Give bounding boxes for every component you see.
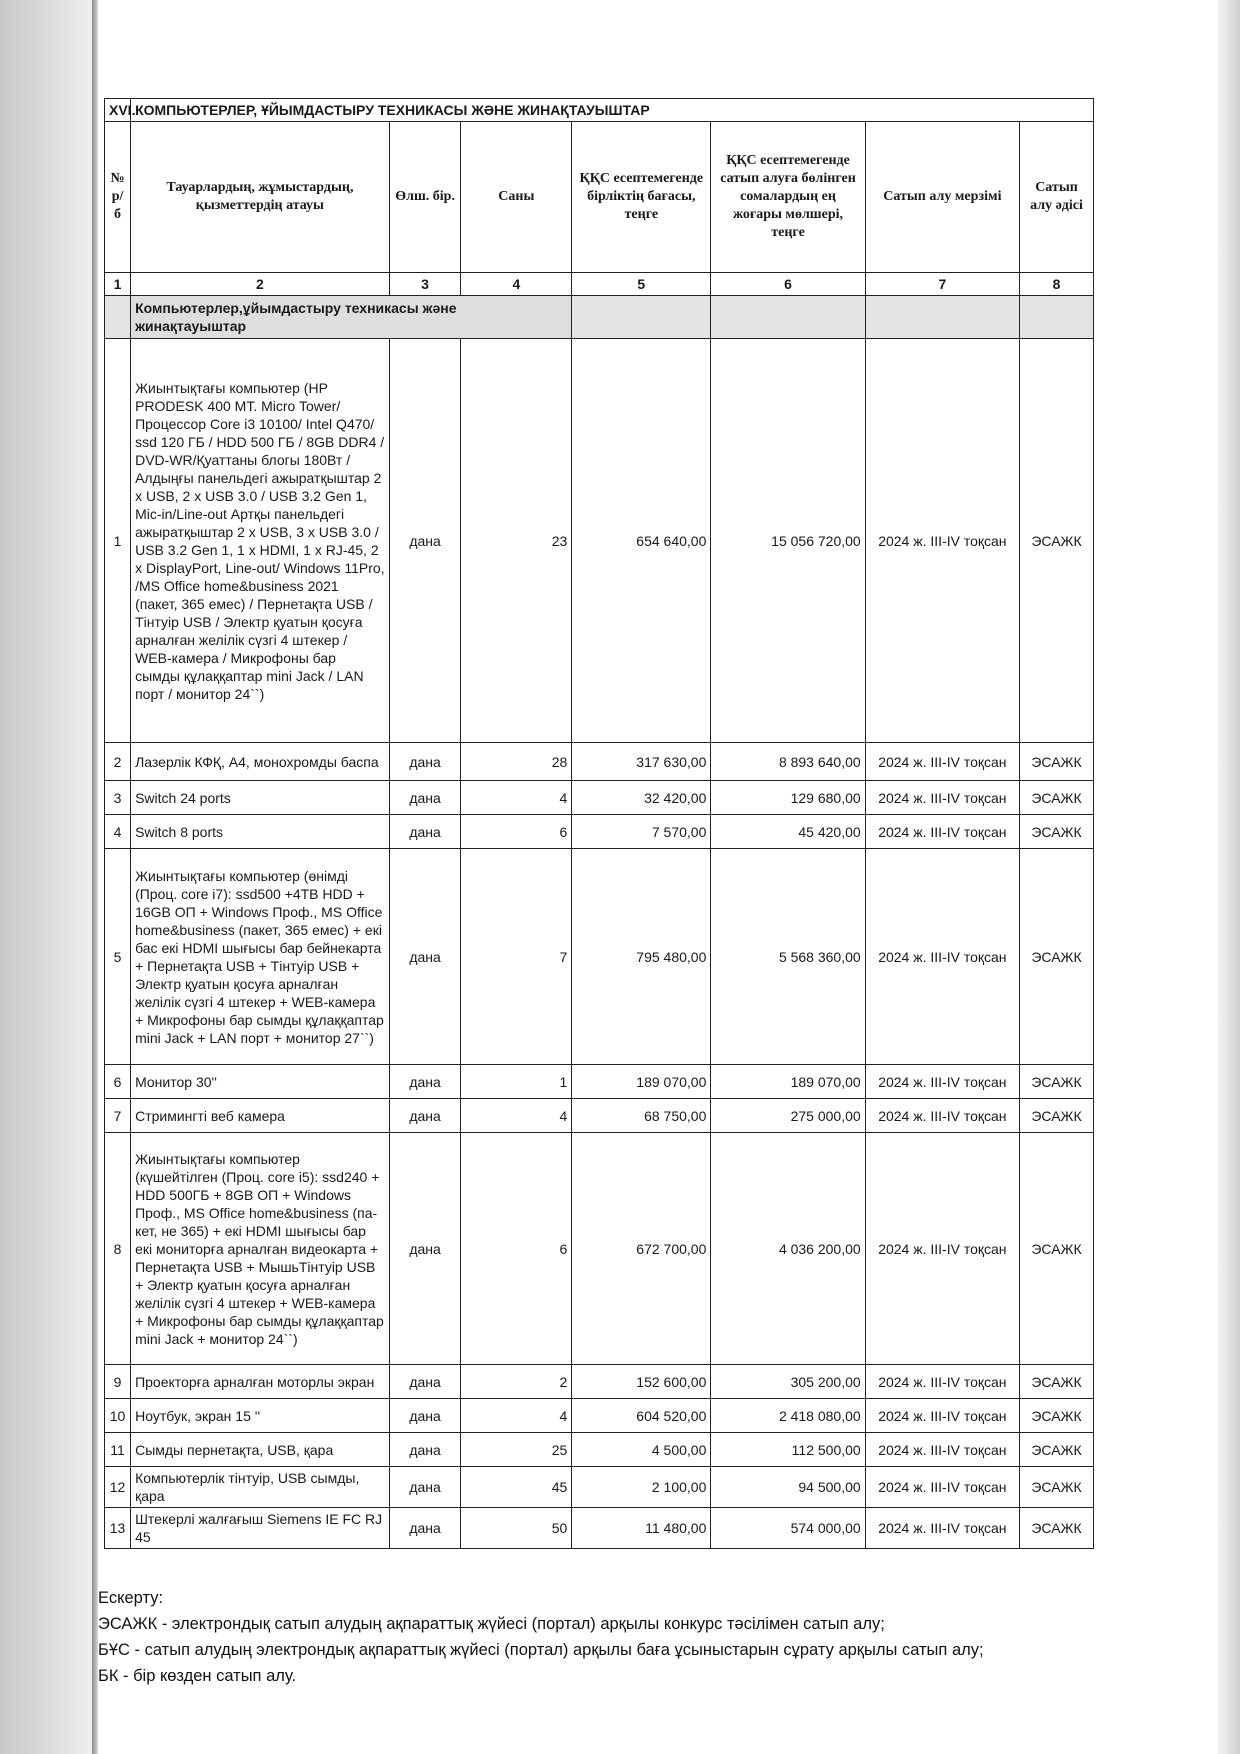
item-name: Ноутбук, экран 15 ''	[131, 1399, 390, 1433]
item-unit: дана	[389, 1365, 461, 1399]
item-procurement-method: ЭСАЖК	[1020, 849, 1094, 1065]
table-row	[105, 1467, 1094, 1508]
item-unit: дана	[389, 743, 461, 781]
item-name: Проекторға арналған моторлы экран	[131, 1365, 390, 1399]
table-row	[105, 1365, 1094, 1399]
item-number: 7	[105, 1099, 131, 1133]
item-unit: дана	[389, 849, 461, 1065]
table-row	[105, 1065, 1094, 1099]
item-unit-price: 11 480,00	[572, 1508, 711, 1549]
item-name: Компьютерлік тінтуір, USB сымды, қара	[131, 1467, 390, 1508]
item-procurement-period: 2024 ж. III-IV тоқсан	[865, 1133, 1019, 1365]
item-total-amount: 4 036 200,00	[711, 1133, 865, 1365]
item-procurement-period: 2024 ж. III-IV тоқсан	[865, 781, 1019, 815]
item-unit: дана	[389, 339, 461, 743]
item-number: 6	[105, 1065, 131, 1099]
item-unit-price: 654 640,00	[572, 339, 711, 743]
item-procurement-period: 2024 ж. III-IV тоқсан	[865, 743, 1019, 781]
table-row	[105, 1433, 1094, 1467]
item-name: Сымды пернетақта, USB, қара	[131, 1433, 390, 1467]
item-number: 10	[105, 1399, 131, 1433]
table-row	[105, 1099, 1094, 1133]
procurement-plan-page	[104, 98, 1094, 1549]
item-number: 13	[105, 1508, 131, 1549]
procurement-table	[104, 98, 1094, 1549]
header-total: ҚҚС есептемегенде сатып алуға бөлінген сомалардың ең жоғары мөлшері, теңге	[711, 122, 865, 273]
item-number: 12	[105, 1467, 131, 1508]
item-total-amount: 112 500,00	[711, 1433, 865, 1467]
note-line: ЭСАЖК - электрондық сатып алудың ақпараттық жүйесі (портал) арқылы конкурс тәсілімен сатып алу;	[98, 1615, 885, 1633]
column-number: 2	[131, 273, 390, 296]
item-total-amount: 15 056 720,00	[711, 339, 865, 743]
group-title: Компьютерлер,ұйымдастыру техникасы және жинақтауыштар	[131, 296, 572, 339]
item-unit: дана	[389, 1467, 461, 1508]
item-unit: дана	[389, 1065, 461, 1099]
notes-title: Ескерту:	[98, 1589, 164, 1607]
item-quantity: 2	[461, 1365, 572, 1399]
item-number: 4	[105, 815, 131, 849]
item-procurement-period: 2024 ж. III-IV тоқсан	[865, 815, 1019, 849]
item-total-amount: 129 680,00	[711, 781, 865, 815]
item-quantity: 45	[461, 1467, 572, 1508]
item-number: 3	[105, 781, 131, 815]
item-unit: дана	[389, 1433, 461, 1467]
item-procurement-period: 2024 ж. III-IV тоқсан	[865, 1508, 1019, 1549]
section-number: XVI.	[105, 99, 131, 122]
scan-shadow-right	[1218, 0, 1240, 1754]
table-row	[105, 781, 1094, 815]
header-name: Тауарлардың, жұмыстардың, қызметтердің атауы	[131, 122, 390, 273]
table-row	[105, 339, 1094, 743]
item-quantity: 6	[461, 815, 572, 849]
item-quantity: 25	[461, 1433, 572, 1467]
column-number-row	[105, 273, 1094, 296]
item-total-amount: 574 000,00	[711, 1508, 865, 1549]
item-total-amount: 94 500,00	[711, 1467, 865, 1508]
item-total-amount: 45 420,00	[711, 815, 865, 849]
item-unit: дана	[389, 1133, 461, 1365]
table-row	[105, 849, 1094, 1065]
group-blank-cell	[105, 296, 131, 339]
column-number: 3	[389, 273, 461, 296]
item-number: 8	[105, 1133, 131, 1365]
item-procurement-period: 2024 ж. III-IV тоқсан	[865, 1433, 1019, 1467]
item-quantity: 4	[461, 781, 572, 815]
item-quantity: 4	[461, 1399, 572, 1433]
item-name: Жиынтықтағы компьютер (өнімді (Проц. core i7): ssd500 +4TB HDD + 16GB ОП + Windows Проф., MS Office home&business (пакет, 365 емес) + екі бас екі HDMI шығысы бар бейнекарта + Пернетақта USB + Тінтуір USB + Электр қуатын қосуға арналған желілік сүзгі 4 штекер + WEB-камера + Микрофоны бар сымды құлаққаптар mini Jack + LAN порт + монитор 27``)	[131, 849, 390, 1065]
item-name: Монитор 30''	[131, 1065, 390, 1099]
item-unit: дана	[389, 1399, 461, 1433]
item-unit-price: 7 570,00	[572, 815, 711, 849]
note-line: БҰС - сатып алудың электрондық ақпараттық жүйесі (портал) арқылы баға ұсыныстарын сұрату арқылы сатып алу;	[98, 1641, 984, 1659]
item-quantity: 23	[461, 339, 572, 743]
column-number: 8	[1020, 273, 1094, 296]
table-row	[105, 1508, 1094, 1549]
column-header-row	[105, 122, 1094, 273]
scan-shadow-left	[0, 0, 92, 1754]
item-unit-price: 317 630,00	[572, 743, 711, 781]
item-procurement-period: 2024 ж. III-IV тоқсан	[865, 1065, 1019, 1099]
header-unit-price: ҚҚС есептемегенде бірліктің бағасы, теңге	[572, 122, 711, 273]
item-procurement-method: ЭСАЖК	[1020, 339, 1094, 743]
item-total-amount: 2 418 080,00	[711, 1399, 865, 1433]
header-method: Сатып алу әдісі	[1020, 122, 1094, 273]
item-total-amount: 275 000,00	[711, 1099, 865, 1133]
item-procurement-period: 2024 ж. III-IV тоқсан	[865, 849, 1019, 1065]
group-blank-cell	[711, 296, 865, 339]
table-row	[105, 815, 1094, 849]
item-quantity: 50	[461, 1508, 572, 1549]
item-procurement-period: 2024 ж. III-IV тоқсан	[865, 1365, 1019, 1399]
item-number: 9	[105, 1365, 131, 1399]
header-unit: Өлш. бір.	[389, 122, 461, 273]
column-number: 4	[461, 273, 572, 296]
item-unit: дана	[389, 815, 461, 849]
item-unit: дана	[389, 1099, 461, 1133]
item-unit-price: 152 600,00	[572, 1365, 711, 1399]
item-quantity: 1	[461, 1065, 572, 1099]
item-procurement-method: ЭСАЖК	[1020, 1433, 1094, 1467]
item-quantity: 7	[461, 849, 572, 1065]
item-unit: дана	[389, 781, 461, 815]
item-name: Жиынтықтағы компьютер (HP PRODESK 400 MT. Micro Tower/ Процессор Core i3 10100/ Intel Q470/ ssd 120 ГБ / HDD 500 ГБ / 8GB DDR4 / DVD-WR/Қуаттаны блогы 180Вт / Алдыңғы панельдегі ажыратқыштар 2 x USB, 2 x USB 3.0 / USB 3.2 Gen 1, Mic-in/Line-out Артқы панельдегі ажыратқыштар 2 x USB, 3 x USB 3.0 / USB 3.2 Gen 1, 1 x HDMI, 1 x RJ-45, 2 x DisplayPort, Line-out/ Windows 11Pro, /MS Office home&business 2021 (пакет, 365 емес) / Пернетақта USB / Тінтуір USB / Электр қуатын қосуға арналған желілік сүзгі 4 штекер / WEB-камера / Микрофоны бар сымды құлаққаптар mini Jack / LAN порт / монитор 24``)	[131, 339, 390, 743]
table-body	[105, 99, 1094, 1549]
item-quantity: 4	[461, 1099, 572, 1133]
item-procurement-method: ЭСАЖК	[1020, 1508, 1094, 1549]
header-qty: Саны	[461, 122, 572, 273]
item-unit-price: 32 420,00	[572, 781, 711, 815]
item-procurement-method: ЭСАЖК	[1020, 781, 1094, 815]
item-name: Стримингті веб камера	[131, 1099, 390, 1133]
item-total-amount: 305 200,00	[711, 1365, 865, 1399]
item-total-amount: 189 070,00	[711, 1065, 865, 1099]
item-procurement-method: ЭСАЖК	[1020, 1133, 1094, 1365]
item-number: 11	[105, 1433, 131, 1467]
item-unit-price: 189 070,00	[572, 1065, 711, 1099]
header-period: Сатып алу мерзімі	[865, 122, 1019, 273]
item-quantity: 28	[461, 743, 572, 781]
item-name: Switch 8 ports	[131, 815, 390, 849]
column-number: 5	[572, 273, 711, 296]
header-no: № р/б	[105, 122, 131, 273]
item-total-amount: 5 568 360,00	[711, 849, 865, 1065]
item-unit-price: 795 480,00	[572, 849, 711, 1065]
item-procurement-method: ЭСАЖК	[1020, 1467, 1094, 1508]
item-procurement-method: ЭСАЖК	[1020, 743, 1094, 781]
column-number: 7	[865, 273, 1019, 296]
item-procurement-method: ЭСАЖК	[1020, 1099, 1094, 1133]
item-unit: дана	[389, 1508, 461, 1549]
item-unit-price: 672 700,00	[572, 1133, 711, 1365]
item-unit-price: 4 500,00	[572, 1433, 711, 1467]
section-header-row	[105, 99, 1094, 122]
table-row	[105, 1399, 1094, 1433]
item-procurement-method: ЭСАЖК	[1020, 1399, 1094, 1433]
item-quantity: 6	[461, 1133, 572, 1365]
item-unit-price: 68 750,00	[572, 1099, 711, 1133]
table-row	[105, 1133, 1094, 1365]
item-name: Switch 24 ports	[131, 781, 390, 815]
item-total-amount: 8 893 640,00	[711, 743, 865, 781]
item-name: Штекерлі жалғағыш Siemens IE FC RJ 45	[131, 1508, 390, 1549]
column-number: 1	[105, 273, 131, 296]
item-number: 2	[105, 743, 131, 781]
item-name: Лазерлік КФҚ, А4, монохромды баспа	[131, 743, 390, 781]
item-procurement-method: ЭСАЖК	[1020, 1365, 1094, 1399]
group-blank-cell	[572, 296, 711, 339]
notes-block	[98, 1585, 1098, 1689]
item-procurement-period: 2024 ж. III-IV тоқсан	[865, 1467, 1019, 1508]
table-row	[105, 743, 1094, 781]
group-header-row	[105, 296, 1094, 339]
item-number: 1	[105, 339, 131, 743]
column-number: 6	[711, 273, 865, 296]
scan-page-edge	[92, 0, 98, 1754]
item-procurement-period: 2024 ж. III-IV тоқсан	[865, 339, 1019, 743]
item-number: 5	[105, 849, 131, 1065]
group-blank-cell	[1020, 296, 1094, 339]
item-name: Жиынтықтағы компьютер (күшейтілген (Проц. core i5): ssd240 + HDD 500ГБ + 8GB ОП + Windows Проф., MS Office home&business (па-кет, не 365) + екі HDMI шығысы бар екі мониторға арналған видеокарта + Пернетақта USB + МышьТінтуір USB + Электр қуатын қосуға арналған желілік сүзгі 4 штекер + WEB-камера + Микрофоны бар сымды құлаққаптар mini Jack + монитор 24``)	[131, 1133, 390, 1365]
item-procurement-period: 2024 ж. III-IV тоқсан	[865, 1099, 1019, 1133]
item-unit-price: 2 100,00	[572, 1467, 711, 1508]
item-procurement-method: ЭСАЖК	[1020, 1065, 1094, 1099]
group-blank-cell	[865, 296, 1019, 339]
item-procurement-period: 2024 ж. III-IV тоқсан	[865, 1399, 1019, 1433]
note-line: БК - бір көзден сатып алу.	[98, 1667, 297, 1685]
item-unit-price: 604 520,00	[572, 1399, 711, 1433]
item-procurement-method: ЭСАЖК	[1020, 815, 1094, 849]
section-title: КОМПЬЮТЕРЛЕР, ҰЙЫМДАСТЫРУ ТЕХНИКАСЫ ЖӘНЕ ЖИНАҚТАУЫШТАР	[131, 99, 1094, 122]
